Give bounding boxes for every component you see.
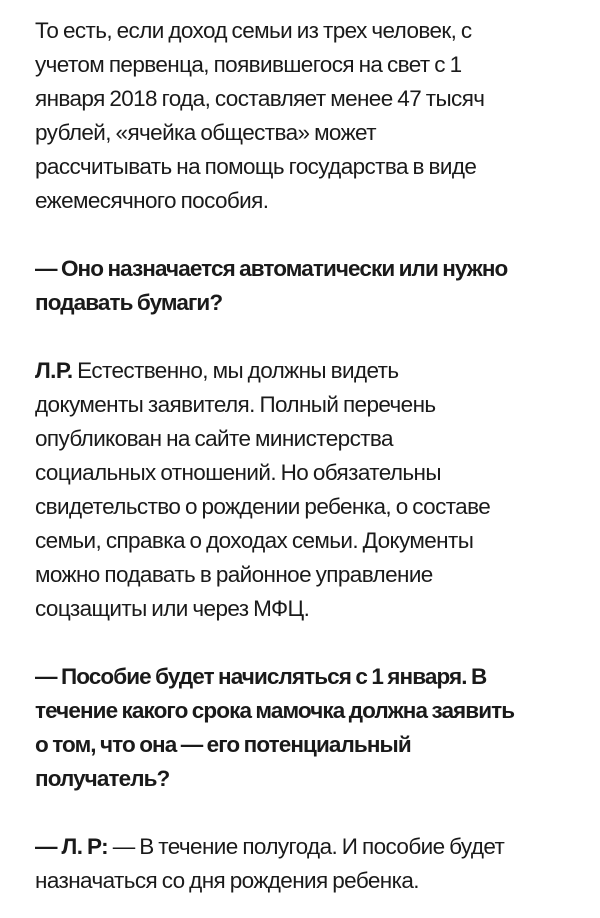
text-line: рассчитывать на помощь государства в виде xyxy=(35,154,477,179)
text-line: января 2018 года, составляет менее 47 тысяч xyxy=(35,86,485,111)
answer-first-line xyxy=(35,354,575,388)
answer-text: Естественно, мы должны видеть xyxy=(72,358,399,383)
interview-question-1 xyxy=(35,252,575,320)
question-line: — Оно назначается автоматически или нужно xyxy=(35,256,508,281)
question-line: течение какого срока мамочка должна заявить xyxy=(35,698,515,723)
answer-text: — В течение полугода. И пособие будет xyxy=(108,834,505,859)
question-line: получатель? xyxy=(35,766,170,791)
text-line: То есть, если доход семьи из трех человек, с xyxy=(35,18,472,43)
text-line: семьи, справка о доходах семьи. Документы xyxy=(35,528,474,553)
speaker-label: — Л. Р: xyxy=(35,834,109,859)
interview-answer-1 xyxy=(35,354,575,626)
article-body xyxy=(35,14,575,898)
interview-answer-2 xyxy=(35,830,575,898)
text-line: рублей, «ячейка общества» может xyxy=(35,120,376,145)
answer-first-line xyxy=(35,830,575,864)
question-line: подавать бумаги? xyxy=(35,290,223,315)
text-line: свидетельство о рождении ребенка, о составе xyxy=(35,494,491,519)
text-line: учетом первенца, появившегося на свет с 1 xyxy=(35,52,462,77)
text-line: назначаться со дня рождения ребенка. xyxy=(35,868,419,893)
intro-paragraph xyxy=(35,14,575,218)
question-line: о том, что она — его потенциальный xyxy=(35,732,411,757)
question-line: — Пособие будет начисляться с 1 января. В xyxy=(35,664,487,689)
speaker-label: Л.Р. xyxy=(35,358,73,383)
text-line: документы заявителя. Полный перечень xyxy=(35,392,436,417)
interview-question-2 xyxy=(35,660,575,796)
text-line: социальных отношений. Но обязательны xyxy=(35,460,441,485)
text-line: соцзащиты или через МФЦ. xyxy=(35,596,310,621)
text-line: ежемесячного пособия. xyxy=(35,188,269,213)
text-line: можно подавать в районное управление xyxy=(35,562,433,587)
text-line: опубликован на сайте министерства xyxy=(35,426,393,451)
